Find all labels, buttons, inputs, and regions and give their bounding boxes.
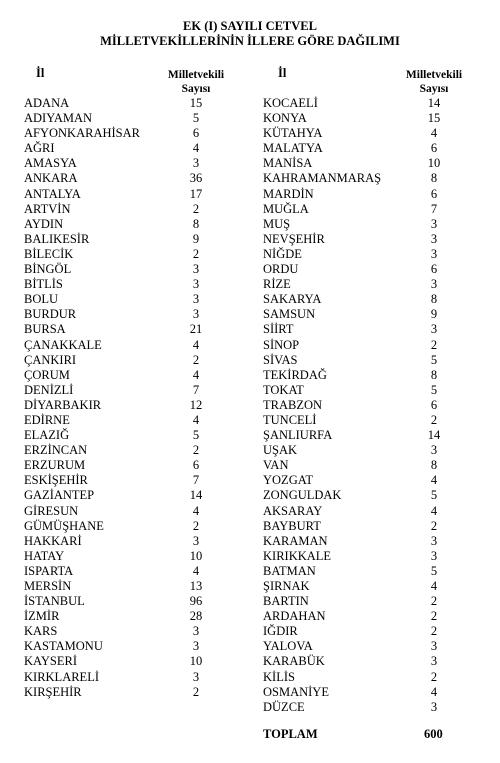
province-name: ÇANAKKALE — [24, 337, 102, 352]
table-row — [24, 519, 264, 534]
table-row — [24, 126, 264, 141]
deputy-count: 8 — [192, 216, 200, 231]
table-row — [263, 594, 500, 609]
deputy-count: 2 — [192, 518, 200, 533]
province-name: MARDİN — [263, 186, 314, 201]
deputy-count: 3 — [430, 654, 438, 669]
table-row — [263, 171, 500, 186]
deputy-count: 2 — [192, 246, 200, 261]
province-name: ISPARTA — [24, 563, 74, 578]
table-row — [24, 564, 264, 579]
table-row — [24, 247, 264, 262]
province-name: BAYBURT — [263, 518, 321, 533]
table-row — [24, 307, 264, 322]
table-row — [263, 504, 500, 519]
province-name: AKSARAY — [263, 503, 323, 518]
province-name: YOZGAT — [263, 473, 313, 488]
deputy-count: 5 — [430, 488, 438, 503]
table-row — [263, 579, 500, 594]
province-name: NİĞDE — [263, 246, 302, 261]
table-row — [263, 338, 500, 353]
deputy-count: 2 — [192, 352, 200, 367]
deputy-count: 3 — [430, 216, 438, 231]
deputy-count: 10 — [427, 156, 441, 171]
table-row — [263, 111, 500, 126]
province-name: KAYSERİ — [24, 654, 78, 669]
right-count-header-line2: Sayısı — [419, 83, 449, 95]
deputy-count: 14 — [427, 428, 441, 443]
table-row — [263, 217, 500, 232]
deputy-count: 3 — [430, 699, 438, 714]
deputy-count: 21 — [189, 322, 203, 337]
table-row — [24, 262, 264, 277]
province-name: KÜTAHYA — [263, 126, 323, 141]
province-name: KARS — [24, 624, 58, 639]
deputy-count: 5 — [192, 428, 200, 443]
deputy-count: 5 — [430, 563, 438, 578]
table-row — [263, 654, 500, 669]
deputy-count: 4 — [192, 141, 200, 156]
table-row — [24, 398, 264, 413]
document-title: EK (I) SAYILI CETVEL — [183, 19, 317, 33]
table-row — [263, 519, 500, 534]
table-row — [24, 549, 264, 564]
province-name: SAKARYA — [263, 292, 322, 307]
deputy-count: 8 — [430, 171, 438, 186]
deputy-count: 3 — [192, 262, 200, 277]
table-row — [24, 443, 264, 458]
province-name: DÜZCE — [263, 699, 305, 714]
deputy-count: 4 — [430, 579, 438, 593]
province-name: SİNOP — [263, 337, 300, 352]
deputy-count: 3 — [192, 307, 200, 322]
deputy-count: 2 — [430, 518, 438, 533]
province-name: HATAY — [24, 548, 65, 563]
deputy-count: 3 — [192, 533, 200, 548]
table-row — [263, 156, 500, 171]
province-name: NEVŞEHİR — [263, 231, 325, 246]
table-row — [24, 232, 264, 247]
deputy-count: 2 — [192, 201, 200, 216]
table-row — [24, 534, 264, 549]
total-value: 600 — [424, 727, 443, 741]
table-row — [24, 322, 264, 337]
deputy-count: 8 — [430, 458, 438, 473]
deputy-count: 3 — [192, 639, 200, 654]
table-row — [263, 564, 500, 579]
table-row — [263, 488, 500, 503]
deputy-count: 3 — [430, 533, 438, 548]
province-name: ÇANKIRI — [24, 352, 77, 367]
deputy-count: 4 — [430, 473, 438, 488]
table-row — [263, 413, 500, 428]
province-name: İSTANBUL — [24, 594, 85, 609]
province-name: SİVAS — [263, 352, 298, 367]
table-row — [24, 187, 264, 202]
table-row — [263, 202, 500, 217]
table-row — [24, 488, 264, 503]
deputy-count: 8 — [430, 292, 438, 307]
table-row — [263, 549, 500, 564]
province-name: KIRŞEHİR — [24, 684, 82, 699]
table-row — [24, 141, 264, 156]
province-name: BİLECİK — [24, 246, 74, 261]
left-province-header: İl — [36, 66, 45, 80]
province-name: KAHRAMANMARAŞ — [263, 171, 382, 186]
deputy-count: 6 — [430, 186, 438, 201]
province-name: KİLİS — [263, 669, 295, 684]
province-name: IĞDIR — [263, 624, 298, 639]
table-row — [24, 353, 264, 368]
deputy-count: 5 — [192, 111, 200, 126]
province-name: ÇORUM — [24, 367, 70, 382]
table-row — [24, 292, 264, 307]
table-row — [24, 96, 264, 111]
deputy-count: 13 — [189, 579, 203, 593]
table-row — [263, 187, 500, 202]
left-province-column — [24, 96, 264, 700]
province-name: GÜMÜŞHANE — [24, 518, 104, 533]
table-row — [263, 247, 500, 262]
table-row — [24, 504, 264, 519]
table-row — [263, 307, 500, 322]
province-name: DENİZLİ — [24, 382, 74, 397]
right-province-header: İl — [278, 66, 287, 80]
deputy-count: 3 — [192, 277, 200, 292]
deputy-count: 36 — [189, 171, 203, 186]
table-row — [263, 609, 500, 624]
deputy-count: 2 — [192, 443, 200, 458]
deputy-count: 4 — [192, 563, 200, 578]
deputy-count: 4 — [192, 412, 200, 427]
table-row — [263, 534, 500, 549]
province-name: DİYARBAKIR — [24, 397, 102, 412]
province-name: ERZİNCAN — [24, 443, 88, 458]
right-count-header — [389, 68, 479, 96]
deputy-count: 28 — [189, 609, 203, 624]
table-row — [263, 670, 500, 685]
deputy-count: 8 — [430, 367, 438, 382]
province-name: ADIYAMAN — [24, 111, 93, 126]
province-name: ARTVİN — [24, 201, 71, 216]
table-row — [263, 141, 500, 156]
province-name: UŞAK — [263, 443, 298, 458]
left-count-header-line2: Sayısı — [181, 83, 211, 95]
province-name: KARAMAN — [263, 533, 328, 548]
table-row — [24, 458, 264, 473]
deputy-count: 15 — [189, 96, 203, 110]
province-name: BURDUR — [24, 307, 77, 322]
deputy-count: 3 — [430, 548, 438, 563]
table-row — [263, 639, 500, 654]
table-row — [263, 96, 500, 111]
province-name: KIRKLARELİ — [24, 669, 99, 684]
deputy-count: 4 — [430, 503, 438, 518]
province-name: ORDU — [263, 262, 299, 277]
province-name: MUĞLA — [263, 201, 309, 216]
deputy-count: 6 — [192, 458, 200, 473]
deputy-count: 4 — [192, 367, 200, 382]
table-row — [263, 368, 500, 383]
province-name: MANİSA — [263, 156, 313, 171]
province-name: HAKKARİ — [24, 533, 82, 548]
table-row — [24, 428, 264, 443]
province-name: ZONGULDAK — [263, 488, 342, 503]
province-name: BİTLİS — [24, 277, 63, 292]
total-label: TOPLAM — [263, 727, 318, 741]
table-row — [263, 353, 500, 368]
deputy-count: 5 — [430, 382, 438, 397]
table-row — [24, 579, 264, 594]
table-row — [24, 383, 264, 398]
deputy-count: 14 — [189, 488, 203, 503]
right-count-header-line1: Milletvekili — [405, 69, 463, 81]
left-count-header-line1: Milletvekili — [167, 69, 225, 81]
province-name: BURSA — [24, 322, 66, 337]
province-name: MUŞ — [263, 216, 291, 231]
province-name: KONYA — [263, 111, 307, 126]
province-name: KOCAELİ — [263, 96, 318, 110]
deputy-count: 3 — [192, 669, 200, 684]
table-row — [24, 654, 264, 669]
table-row — [263, 428, 500, 443]
deputy-count: 6 — [192, 126, 200, 141]
deputy-count: 2 — [430, 609, 438, 624]
table-row — [263, 232, 500, 247]
deputy-count: 5 — [430, 352, 438, 367]
table-row — [263, 322, 500, 337]
deputy-count: 3 — [430, 639, 438, 654]
province-name: ADANA — [24, 96, 70, 110]
province-name: BATMAN — [263, 563, 316, 578]
deputy-count: 3 — [430, 322, 438, 337]
province-name: ŞANLIURFA — [263, 428, 333, 443]
left-count-header — [151, 68, 241, 96]
table-row — [24, 413, 264, 428]
province-name: KASTAMONU — [24, 639, 103, 654]
deputy-count: 2 — [430, 412, 438, 427]
deputy-count: 7 — [192, 473, 200, 488]
province-name: AMASYA — [24, 156, 77, 171]
table-row — [263, 443, 500, 458]
table-row — [24, 609, 264, 624]
deputy-count: 3 — [192, 156, 200, 171]
province-name: ERZURUM — [24, 458, 86, 473]
table-row — [263, 624, 500, 639]
province-name: AYDIN — [24, 216, 64, 231]
deputy-count: 2 — [430, 624, 438, 639]
table-row — [24, 217, 264, 232]
deputy-count: 96 — [189, 594, 203, 609]
province-name: ANTALYA — [24, 186, 81, 201]
table-row — [24, 639, 264, 654]
table-row — [263, 292, 500, 307]
deputy-count: 3 — [430, 231, 438, 246]
province-name: EDİRNE — [24, 412, 70, 427]
table-row — [24, 685, 264, 700]
table-row — [24, 594, 264, 609]
province-name: BARTIN — [263, 594, 309, 609]
table-row — [24, 171, 264, 186]
province-name: YALOVA — [263, 639, 313, 654]
province-name: KARABÜK — [263, 654, 325, 669]
table-row — [263, 398, 500, 413]
deputy-count: 9 — [192, 231, 200, 246]
province-name: İZMİR — [24, 609, 60, 624]
province-name: OSMANİYE — [263, 684, 329, 699]
province-name: ŞIRNAK — [263, 579, 310, 593]
table-row — [24, 624, 264, 639]
province-name: BOLU — [24, 292, 59, 307]
document-subtitle: MİLLETVEKİLLERİNİN İLLERE GÖRE DAĞILIMI — [100, 34, 400, 48]
province-name: ARDAHAN — [263, 609, 326, 624]
province-name: TUNCELİ — [263, 412, 317, 427]
deputy-count: 2 — [430, 669, 438, 684]
deputy-count: 2 — [430, 594, 438, 609]
deputy-count: 3 — [192, 292, 200, 307]
deputy-count: 6 — [430, 141, 438, 156]
table-row — [24, 202, 264, 217]
province-name: ESKİŞEHİR — [24, 473, 88, 488]
province-name: GİRESUN — [24, 503, 79, 518]
deputy-count: 2 — [192, 684, 200, 699]
province-name: GAZİANTEP — [24, 488, 95, 503]
deputy-count: 14 — [427, 96, 441, 110]
table-row — [263, 700, 500, 715]
deputy-count: 3 — [430, 443, 438, 458]
province-name: VAN — [263, 458, 289, 473]
deputy-count: 10 — [189, 548, 203, 563]
table-row — [24, 670, 264, 685]
province-name: AFYONKARAHİSAR — [24, 126, 140, 141]
table-row — [24, 368, 264, 383]
deputy-count: 6 — [430, 397, 438, 412]
deputy-count: 4 — [430, 684, 438, 699]
deputy-count: 17 — [189, 186, 203, 201]
deputy-count: 9 — [430, 307, 438, 322]
table-row — [263, 685, 500, 700]
deputy-count: 4 — [192, 337, 200, 352]
province-name: KIRIKKALE — [263, 548, 332, 563]
province-name: AĞRI — [24, 141, 55, 156]
province-name: TEKİRDAĞ — [263, 367, 327, 382]
table-row — [263, 383, 500, 398]
province-name: MALATYA — [263, 141, 323, 156]
table-row — [24, 277, 264, 292]
deputy-count: 7 — [192, 382, 200, 397]
province-name: SAMSUN — [263, 307, 316, 322]
deputy-count: 12 — [189, 397, 203, 412]
deputy-count: 10 — [189, 654, 203, 669]
deputy-count: 15 — [427, 111, 441, 126]
table-row — [263, 473, 500, 488]
table-row — [263, 262, 500, 277]
deputy-count: 3 — [430, 246, 438, 261]
province-name: BİNGÖL — [24, 262, 72, 277]
table-row — [24, 156, 264, 171]
province-name: TRABZON — [263, 397, 323, 412]
province-name: TOKAT — [263, 382, 304, 397]
table-row — [263, 277, 500, 292]
province-name: SİİRT — [263, 322, 294, 337]
deputy-count: 6 — [430, 262, 438, 277]
province-name: RİZE — [263, 277, 291, 292]
deputy-count: 3 — [192, 624, 200, 639]
province-name: ANKARA — [24, 171, 78, 186]
deputy-count: 4 — [430, 126, 438, 141]
table-row — [263, 458, 500, 473]
province-name: MERSİN — [24, 579, 72, 593]
table-row — [24, 111, 264, 126]
right-province-column — [263, 96, 500, 715]
province-name: BALIKESİR — [24, 231, 90, 246]
deputy-count: 3 — [430, 277, 438, 292]
province-name: ELAZIĞ — [24, 428, 70, 443]
deputy-count: 4 — [192, 503, 200, 518]
deputy-count: 7 — [430, 201, 438, 216]
table-row — [24, 473, 264, 488]
table-row — [24, 338, 264, 353]
table-row — [263, 126, 500, 141]
deputy-count: 2 — [430, 337, 438, 352]
